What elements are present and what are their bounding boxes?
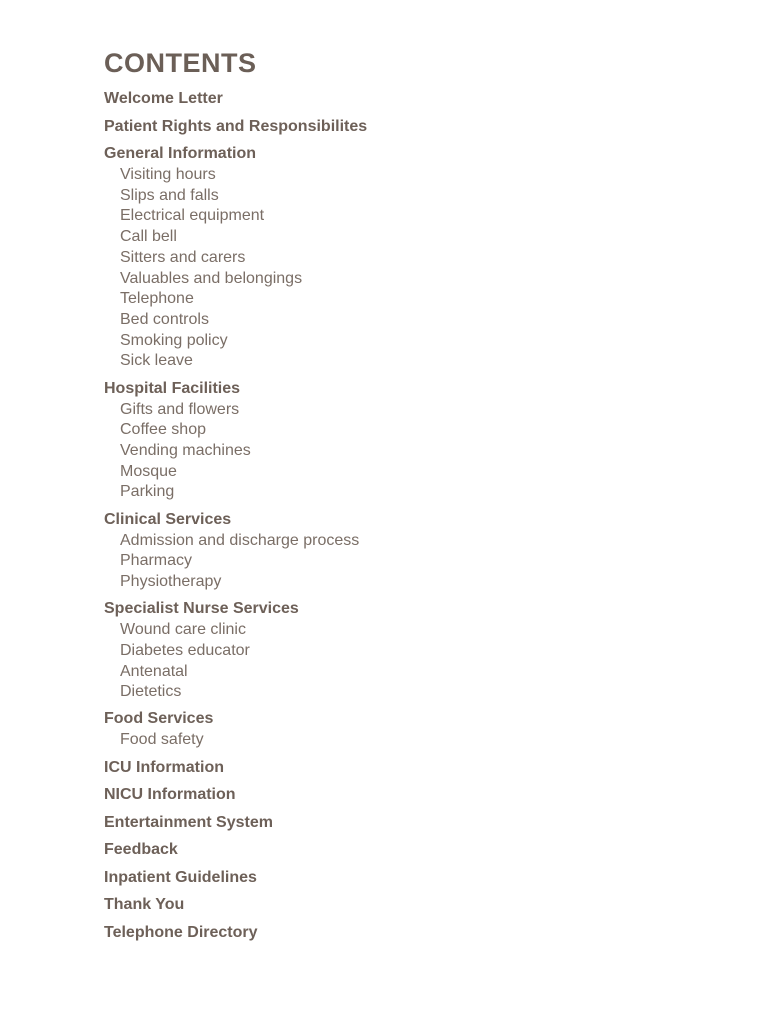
- toc-section: [104, 867, 728, 889]
- toc-subsection-item[interactable]: Pharmacy: [120, 552, 193, 570]
- toc-section-heading[interactable]: General Information: [104, 145, 257, 162]
- toc-section: [104, 757, 728, 779]
- toc-subsection-list: [104, 531, 728, 593]
- toc-subsection-list: [104, 400, 728, 504]
- toc-section: [104, 509, 728, 593]
- toc-subsection-item[interactable]: Vending machines: [120, 441, 251, 459]
- toc-subsection-item[interactable]: Electrical equipment: [120, 207, 265, 225]
- contents-page: [104, 46, 728, 949]
- toc-section-heading[interactable]: Entertainment System: [104, 813, 273, 831]
- toc-section: [104, 598, 728, 703]
- toc-section-heading[interactable]: Welcome Letter: [104, 90, 223, 107]
- toc-subsection-item[interactable]: Mosque: [120, 462, 177, 480]
- toc-subsection-list: [104, 730, 728, 751]
- table-of-contents: [104, 88, 728, 944]
- toc-subsection-item[interactable]: Smoking policy: [120, 331, 228, 349]
- toc-section-heading[interactable]: ICU Information: [104, 758, 224, 776]
- toc-subsection-item[interactable]: Physiotherapy: [120, 572, 222, 590]
- toc-section: [104, 708, 728, 751]
- toc-section-heading[interactable]: Food Services: [104, 710, 214, 728]
- toc-subsection-list: [104, 165, 728, 372]
- toc-subsection-item[interactable]: Coffee shop: [120, 421, 206, 439]
- toc-section: [104, 116, 728, 138]
- toc-section: [104, 88, 728, 110]
- toc-subsection-item[interactable]: Diabetes educator: [120, 641, 250, 659]
- toc-subsection-list: [104, 620, 728, 703]
- toc-subsection-item[interactable]: Wound care clinic: [120, 621, 246, 639]
- toc-subsection-item[interactable]: Sitters and carers: [120, 248, 246, 266]
- toc-subsection-item[interactable]: Slips and falls: [120, 186, 219, 204]
- toc-section: [104, 784, 728, 806]
- toc-subsection-item[interactable]: Bed controls: [120, 310, 209, 328]
- toc-section-heading[interactable]: Thank You: [104, 896, 185, 914]
- page-title: CONTENTS: [104, 48, 257, 78]
- toc-subsection-item[interactable]: Valuables and belongings: [120, 269, 303, 287]
- toc-section: [104, 378, 728, 504]
- toc-subsection-item[interactable]: Antenatal: [120, 662, 188, 680]
- toc-section: [104, 839, 728, 861]
- toc-section-heading[interactable]: Hospital Facilities: [104, 379, 241, 397]
- toc-subsection-item[interactable]: Visiting hours: [120, 166, 216, 183]
- toc-section-heading[interactable]: Inpatient Guidelines: [104, 868, 257, 886]
- toc-subsection-item[interactable]: Dietetics: [120, 683, 182, 701]
- toc-section: [104, 922, 728, 944]
- toc-section-heading[interactable]: Patient Rights and Responsibilites: [104, 117, 368, 135]
- toc-section-heading[interactable]: Telephone Directory: [104, 923, 258, 941]
- toc-subsection-item[interactable]: Parking: [120, 483, 175, 501]
- toc-section-heading[interactable]: Feedback: [104, 841, 178, 859]
- toc-subsection-item[interactable]: Telephone: [120, 290, 194, 308]
- toc-subsection-item[interactable]: Gifts and flowers: [120, 400, 240, 418]
- toc-section-heading[interactable]: Specialist Nurse Services: [104, 600, 299, 618]
- toc-subsection-item[interactable]: Food safety: [120, 731, 204, 749]
- toc-subsection-item[interactable]: Sick leave: [120, 352, 193, 370]
- toc-subsection-item[interactable]: Call bell: [120, 228, 177, 246]
- toc-section: [104, 143, 728, 372]
- toc-section: [104, 812, 728, 834]
- toc-section: [104, 894, 728, 916]
- toc-subsection-item[interactable]: Admission and discharge process: [120, 531, 360, 549]
- toc-section-heading[interactable]: Clinical Services: [104, 510, 232, 528]
- toc-section-heading[interactable]: NICU Information: [104, 786, 236, 804]
